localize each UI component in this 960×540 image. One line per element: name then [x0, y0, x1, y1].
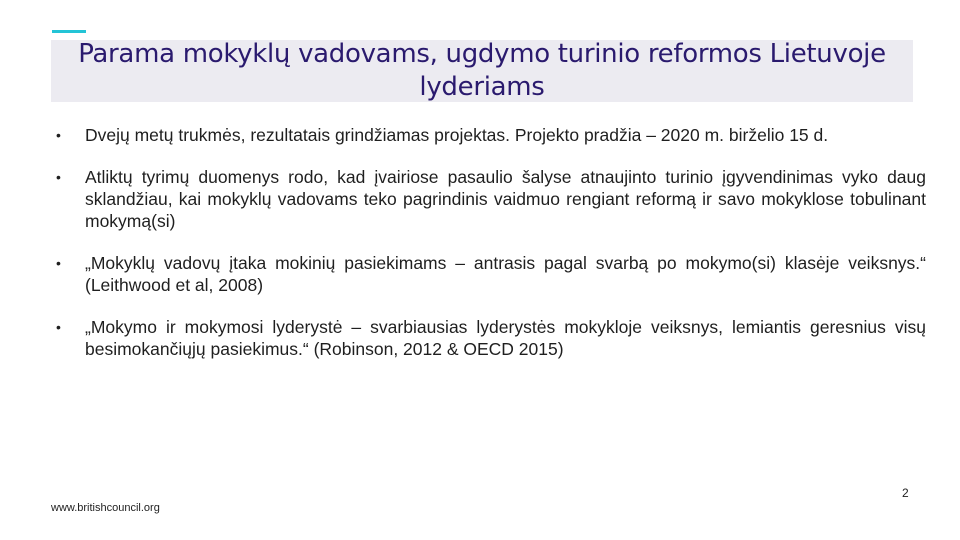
bullet-list: [56, 124, 926, 360]
bullet-item: [56, 252, 926, 296]
footer-url: www.britishcouncil.org: [51, 502, 160, 514]
bullet-text: „Mokyklų vadovų įtaka mokinių pasiekimams – antrasis pagal svarbą po mokymo(si) klasėje veiksnys.“ (Leithwood et al, 2008): [85, 253, 926, 295]
bullet-marker: •: [56, 169, 61, 185]
bullet-marker: •: [56, 255, 61, 271]
bullet-text: Dvejų metų trukmės, rezultatais grindžiamas projektas. Projekto pradžia – 2020 m. birželio 15 d.: [85, 125, 829, 145]
bullet-marker: •: [56, 127, 61, 143]
bullet-item: [56, 316, 926, 360]
slide-title: Parama mokyklų vadovams, ugdymo turinio reformos Lietuvoje lyderiams: [78, 39, 886, 102]
bullet-item: [56, 124, 926, 146]
bullet-text: „Mokymo ir mokymosi lyderystė – svarbiausias lyderystės mokykloje veiksnys, lemiantis geresnius visų besimokančiųjų pasiekimus.“ (Robinson, 2012 & OECD 2015): [85, 317, 926, 359]
bullet-marker: •: [56, 319, 61, 335]
page-number: 2: [902, 486, 909, 500]
title-accent-line: [52, 30, 86, 33]
bullet-text: Atliktų tyrimų duomenys rodo, kad įvairiose pasaulio šalyse atnaujinto turinio įgyvendinimas vyko daug sklandžiau, kai mokyklų vadovams teko pagrindinis vaidmuo rengiant reformą ir savo mokyklose tobulinant mokymą(si): [85, 167, 926, 231]
bullet-item: [56, 166, 926, 232]
